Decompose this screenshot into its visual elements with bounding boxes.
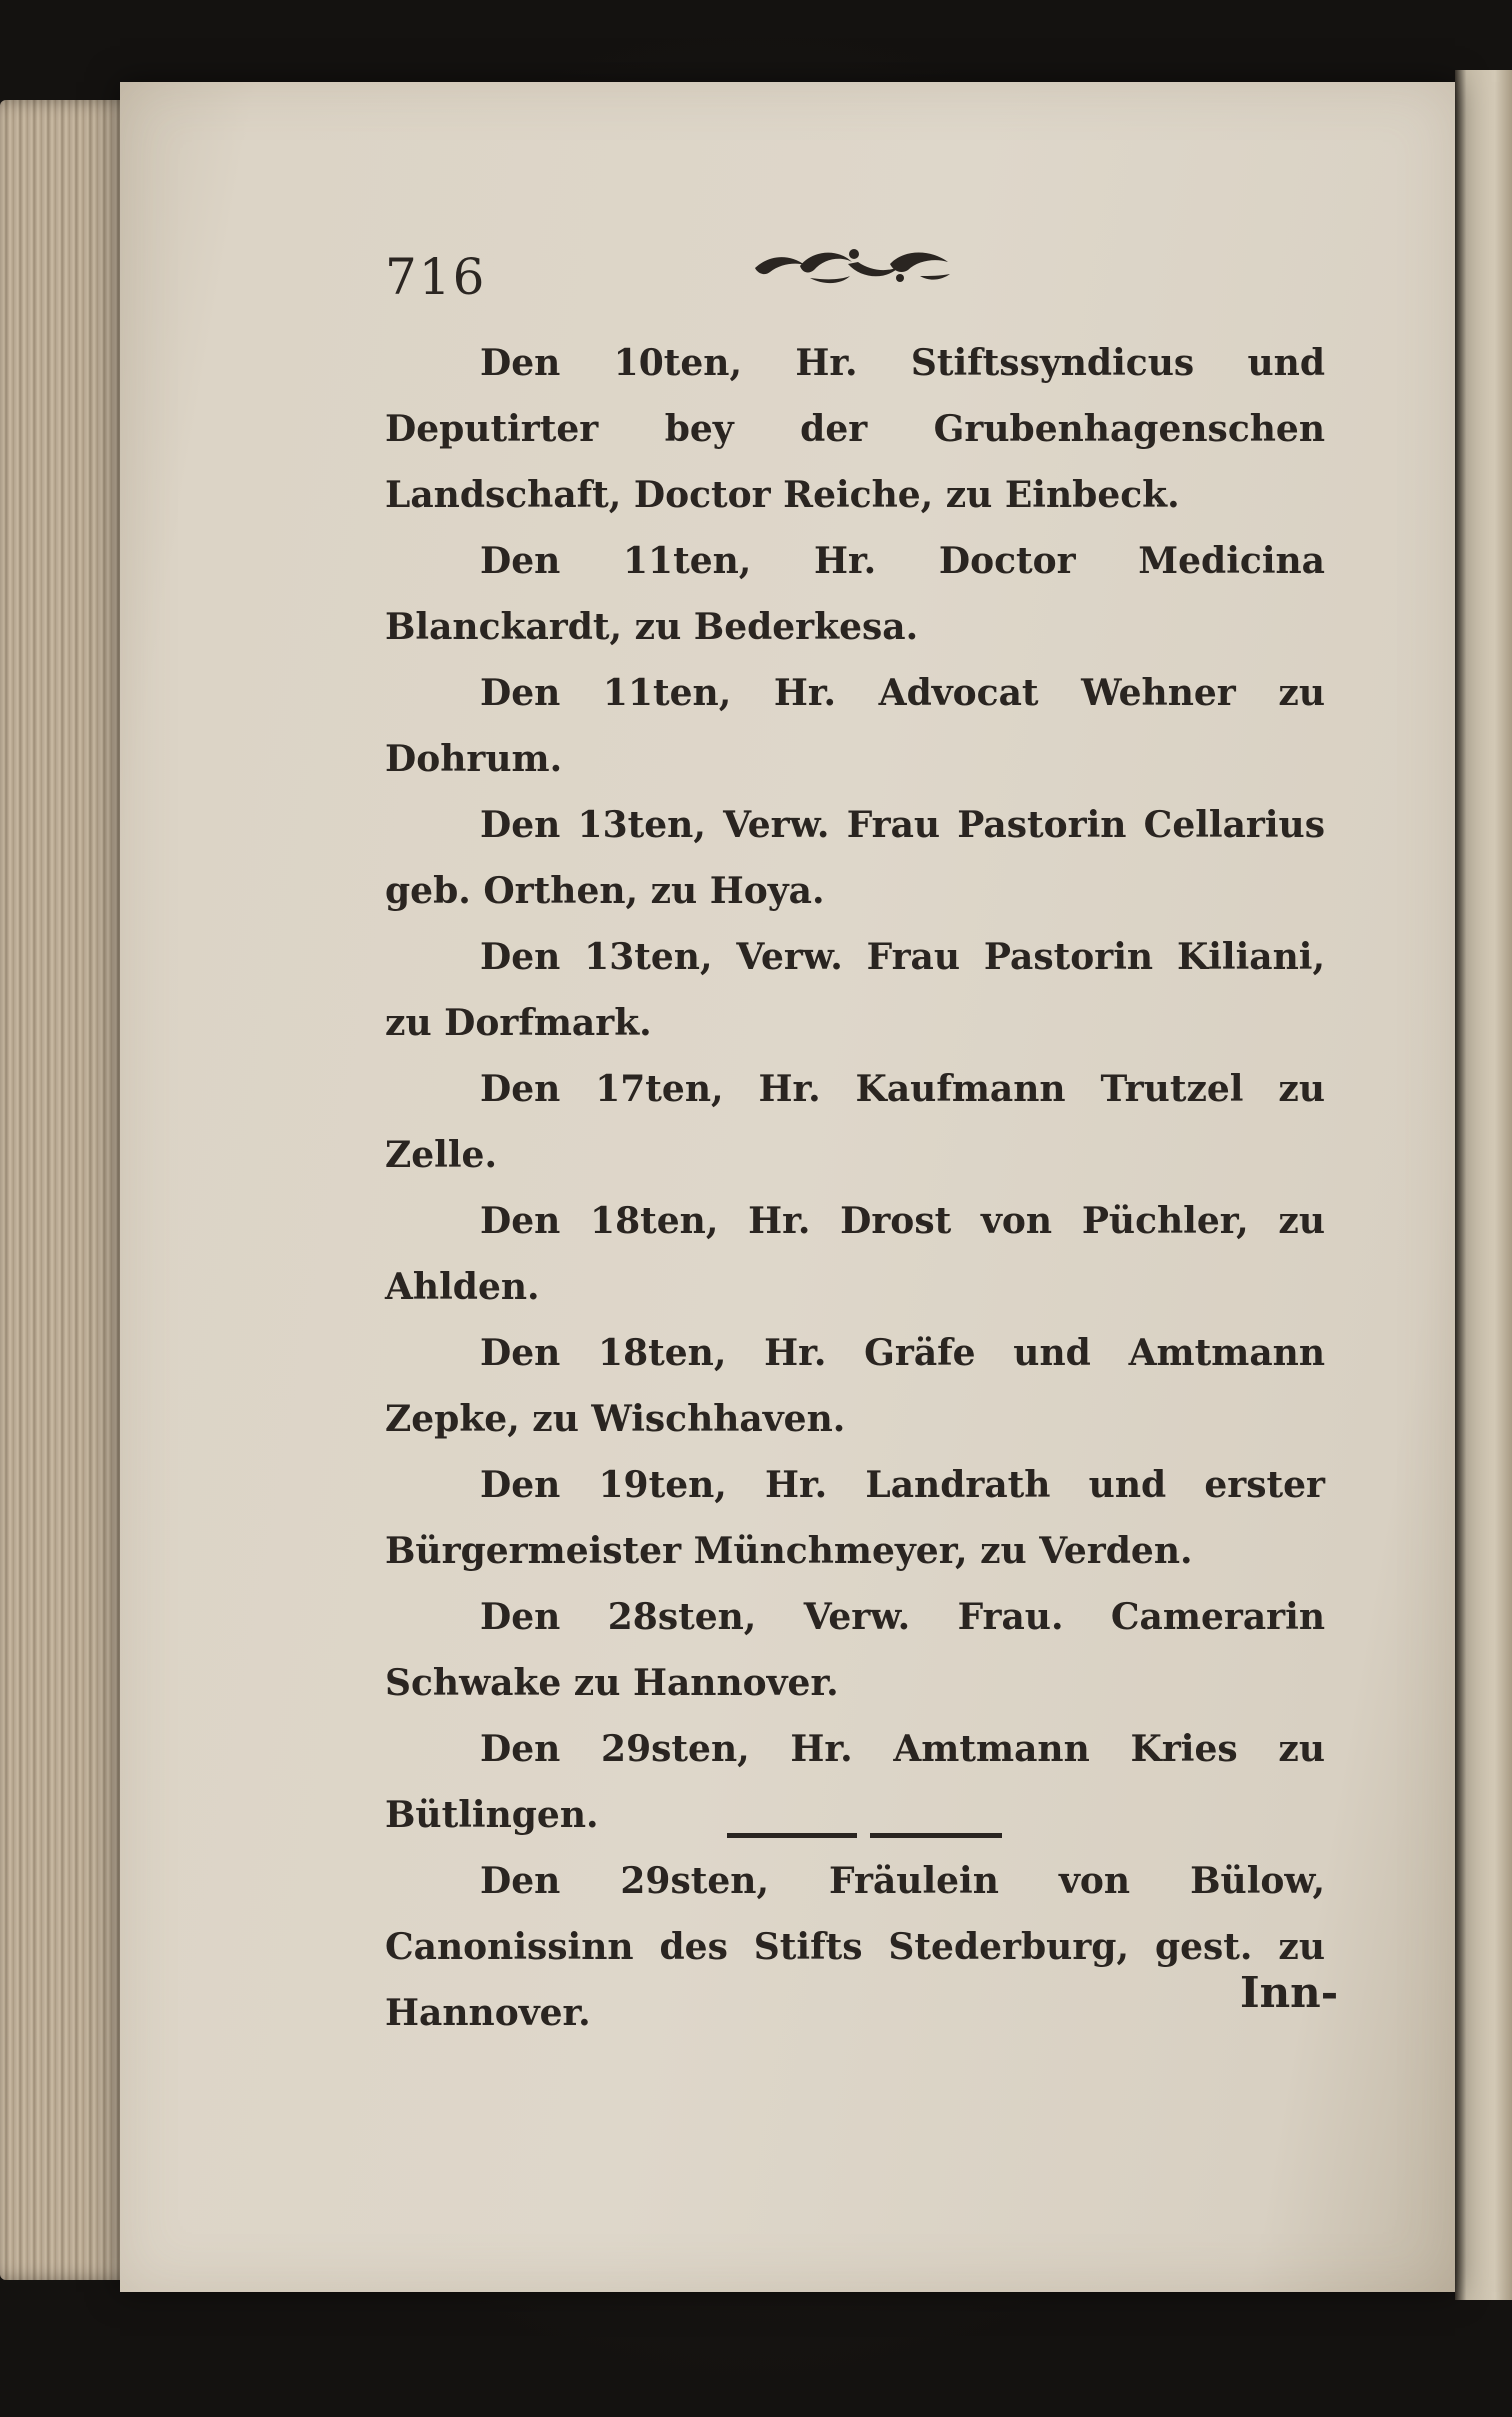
floral-ornament-icon	[750, 240, 955, 290]
divider-rule-right	[870, 1833, 1002, 1838]
divider-rule-left	[727, 1833, 857, 1838]
entry: Den 19ten, Hr. Landrath und erster Bürgermeister Münchmeyer, zu Verden.	[385, 1464, 1325, 1572]
entry: Den 13ten, Verw. Frau Pastorin Cellarius geb. Orthen, zu Hoya.	[385, 804, 1325, 912]
entry: Den 11ten, Hr. Advocat Wehner zu Dohrum.	[385, 672, 1325, 780]
facing-page-edge	[1455, 70, 1512, 2300]
page-number: 716	[385, 248, 487, 306]
entry: Den 18ten, Hr. Gräfe und Amtmann Zepke, zu Wischhaven.	[385, 1332, 1325, 1440]
entry: Den 29sten, Hr. Amtmann Kries zu Bütlingen.	[385, 1728, 1325, 1836]
entry: Den 28sten, Verw. Frau. Camerarin Schwake zu Hannover.	[385, 1596, 1325, 1704]
entry: Den 13ten, Verw. Frau Pastorin Kiliani, zu Dorfmark.	[385, 936, 1325, 1044]
catchword: Inn-	[1240, 1968, 1339, 2017]
body-text	[385, 330, 1325, 2046]
entry: Den 10ten, Hr. Stiftssyndicus und Deputirter bey der Grubenhagenschen Landschaft, Doctor Reiche, zu Einbeck.	[385, 342, 1325, 516]
section-divider	[727, 1833, 1002, 1839]
entry: Den 18ten, Hr. Drost von Püchler, zu Ahlden.	[385, 1200, 1325, 1308]
entry: Den 17ten, Hr. Kaufmann Trutzel zu Zelle.	[385, 1068, 1325, 1176]
entry: Den 11ten, Hr. Doctor Medicina Blanckardt, zu Bederkesa.	[385, 540, 1325, 648]
entry: Den 29sten, Fräulein von Bülow, Canonissinn des Stifts Stederburg, gest. zu Hannover.	[385, 1860, 1325, 2034]
